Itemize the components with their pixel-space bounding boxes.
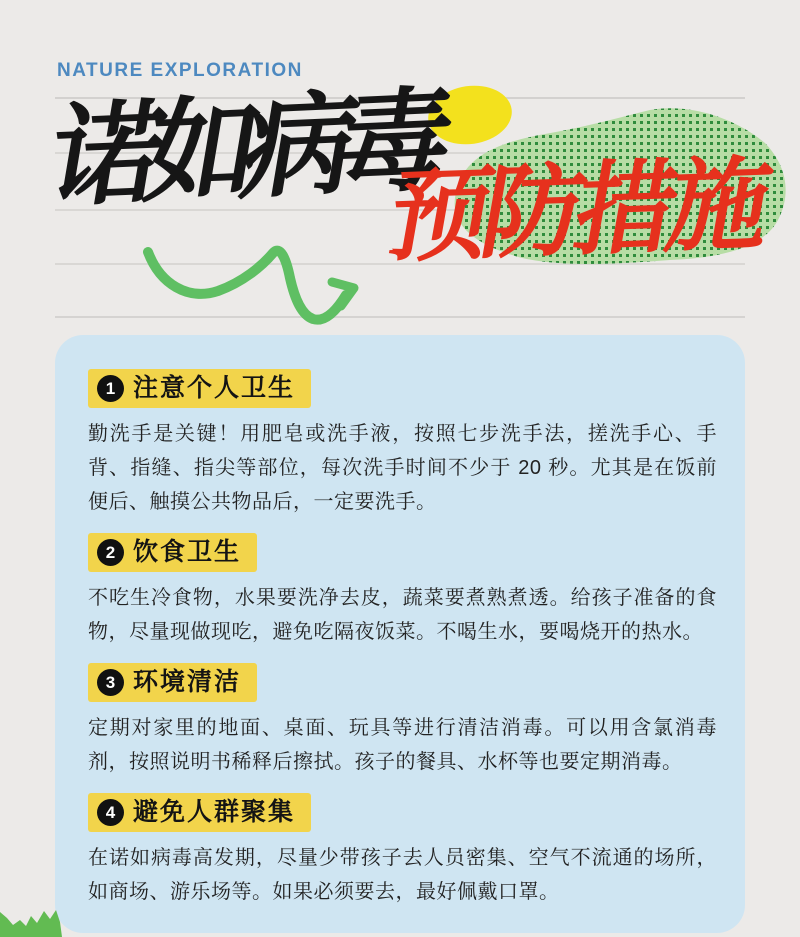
section-environment-cleaning	[88, 663, 717, 779]
section-heading	[88, 369, 311, 408]
section-number-badge: 3	[97, 669, 124, 696]
section-heading	[88, 663, 257, 702]
section-avoid-crowds	[88, 793, 717, 909]
section-title: 饮食卫生	[133, 538, 242, 566]
title-red: 预防措施	[380, 148, 772, 275]
section-personal-hygiene	[88, 367, 717, 519]
section-title: 注意个人卫生	[133, 374, 296, 402]
section-number-badge: 4	[97, 799, 124, 826]
section-heading	[88, 533, 257, 572]
content-card	[55, 335, 745, 933]
section-title: 避免人群聚集	[133, 798, 296, 826]
squiggle-arrow-icon	[140, 238, 370, 343]
section-body: 勤洗手是关键！用肥皂或洗手液，按照七步洗手法，搓洗手心、手背、指缝、指尖等部位，每次洗手时间不少于 20 秒。尤其是在饭前便后、触摸公共物品后，一定要洗手。	[88, 423, 717, 513]
section-body: 定期对家里的地面、桌面、玩具等进行清洁消毒。可以用含氯消毒剂，按照说明书稀释后擦拭。孩子的餐具、水杯等也要定期消毒。	[88, 717, 717, 773]
grass-shape	[0, 903, 64, 937]
section-heading	[88, 793, 311, 832]
section-number-badge: 1	[97, 375, 124, 402]
section-body: 在诺如病毒高发期，尽量少带孩子去人员密集、空气不流通的场所，如商场、游乐场等。如果必须要去，最好佩戴口罩。	[88, 847, 717, 903]
section-number-badge: 2	[97, 539, 124, 566]
section-food-hygiene	[88, 533, 717, 649]
section-title: 环境清洁	[133, 668, 242, 696]
eyebrow-text: NATURE EXPLORATION	[57, 60, 303, 81]
title-black: 诺如病毒	[41, 77, 447, 221]
section-body: 不吃生冷食物，水果要洗净去皮，蔬菜要煮熟煮透。给孩子准备的食物，尽量现做现吃，避免吃隔夜饭菜。不喝生水，要喝烧开的热水。	[88, 587, 717, 643]
